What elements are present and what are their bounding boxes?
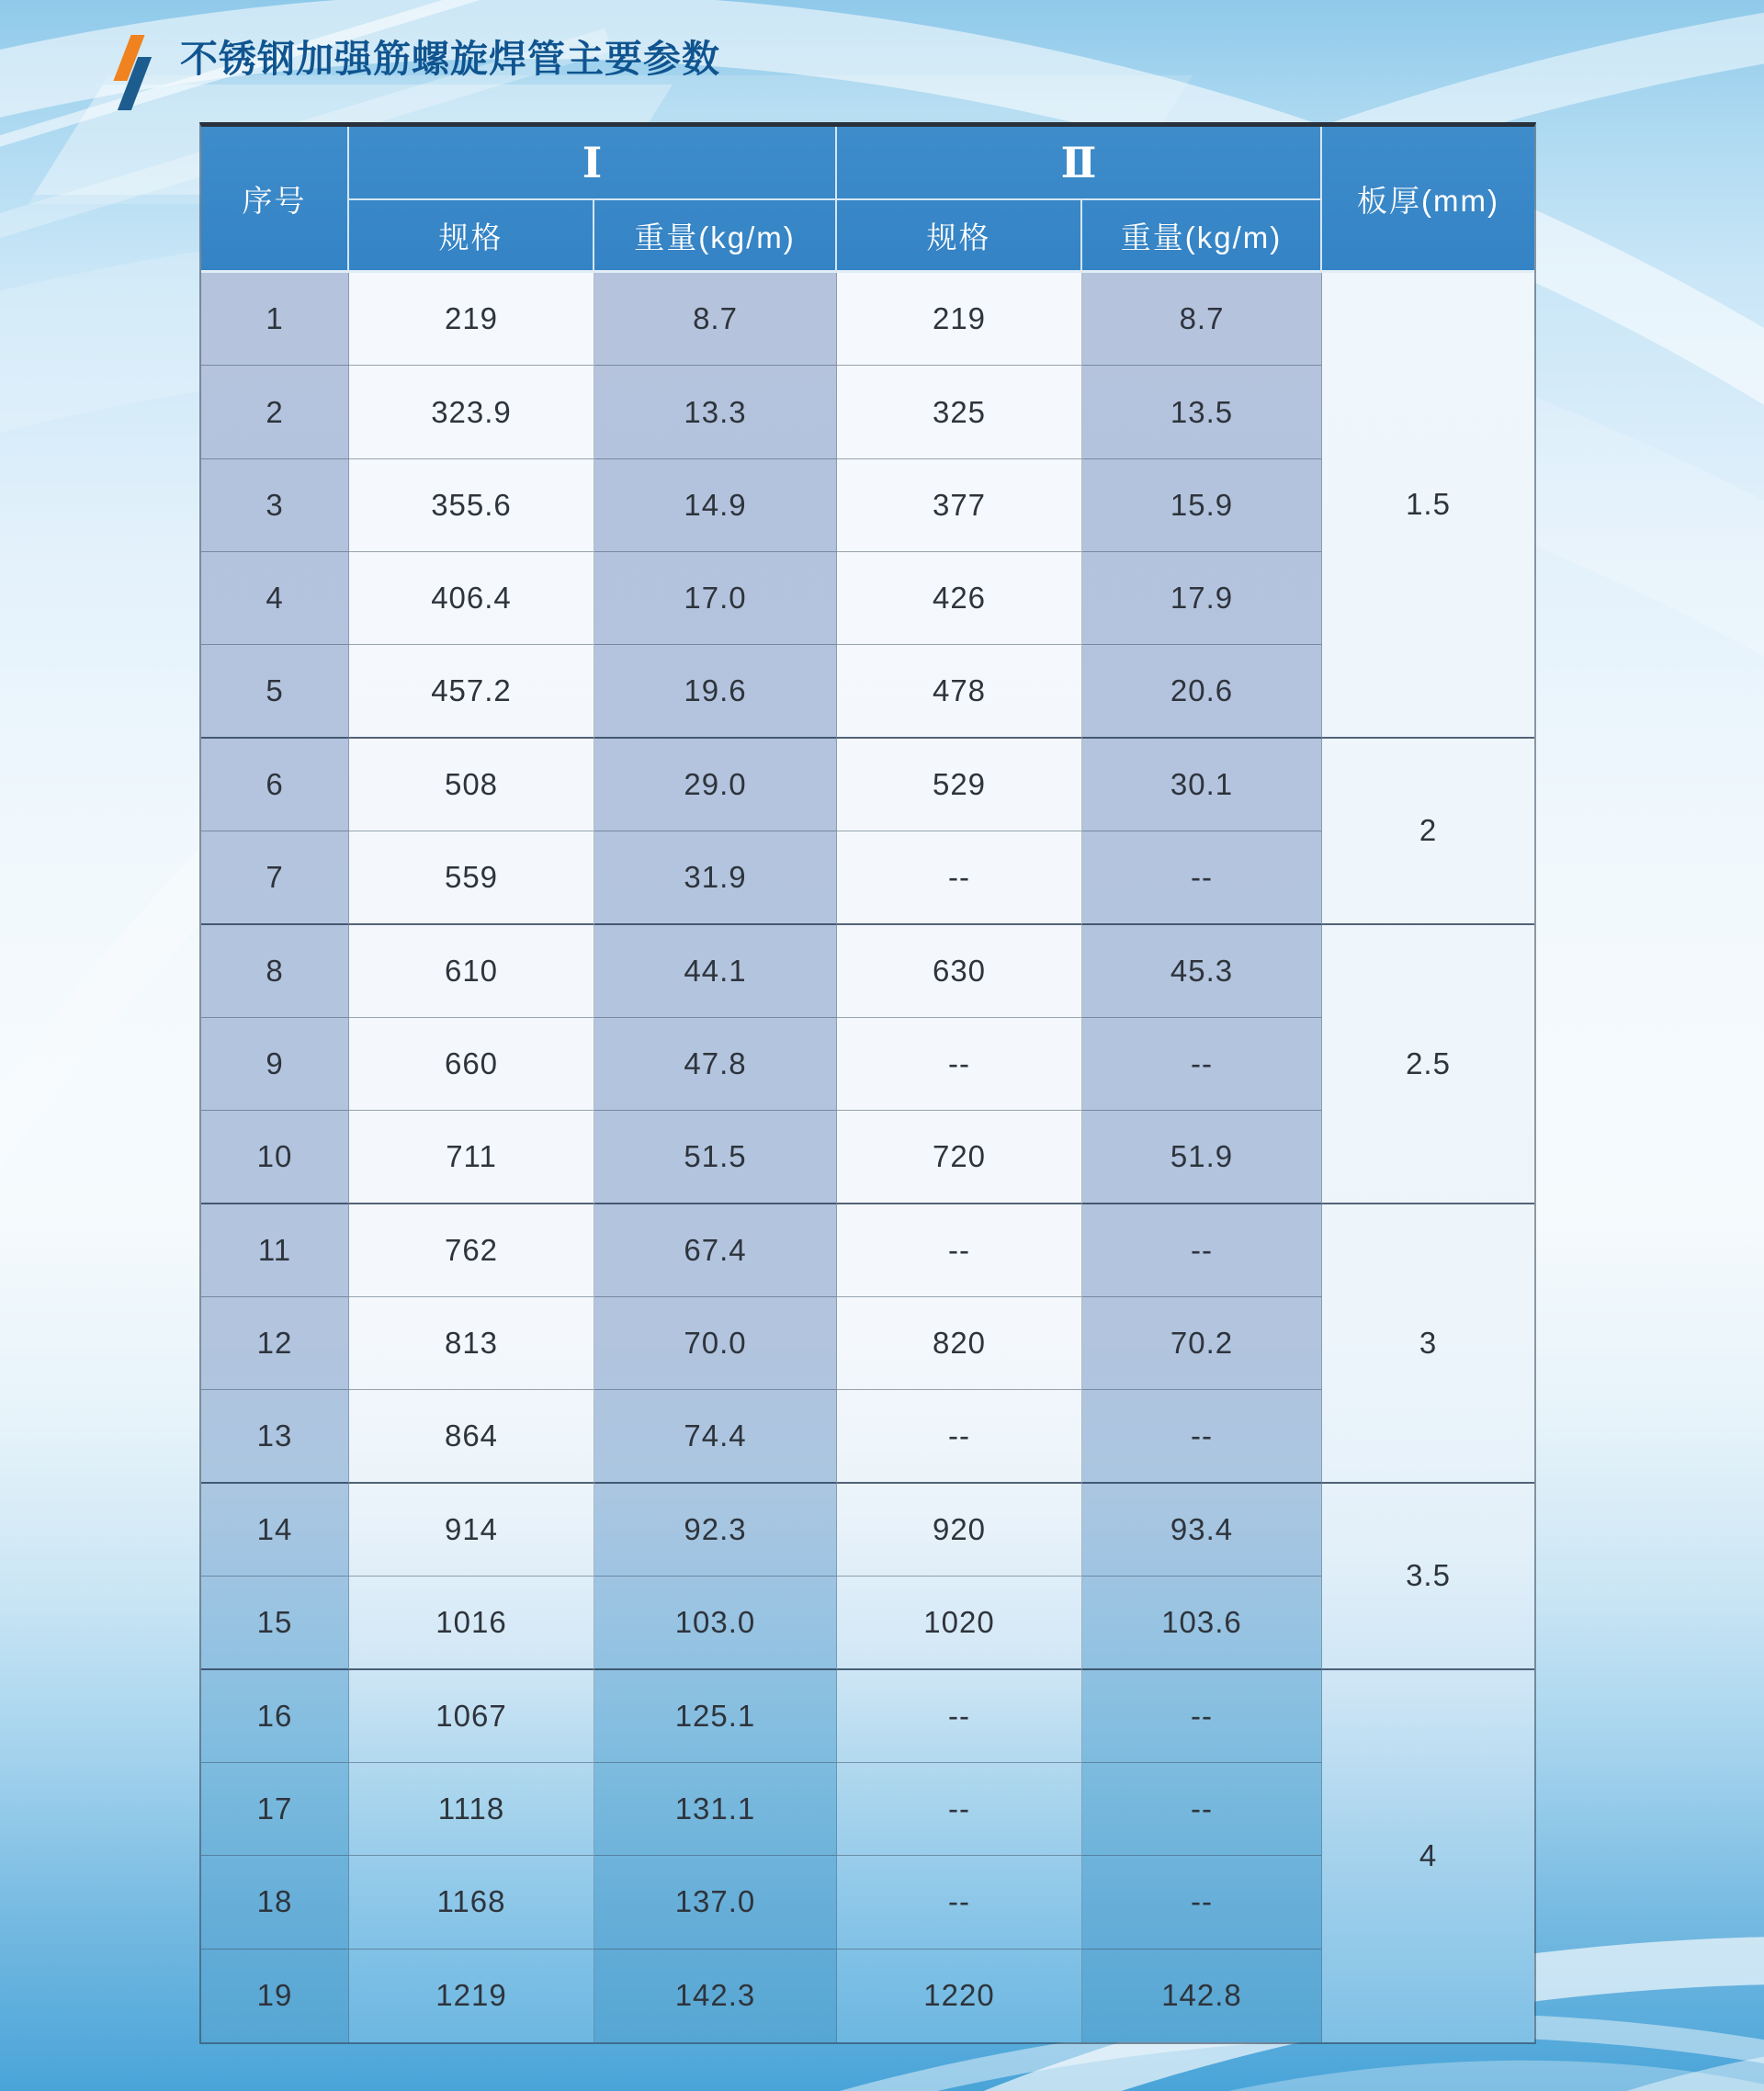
cell-spec2: 720 (837, 1111, 1082, 1204)
header-weight1: 重量(kg/m) (594, 200, 837, 273)
cell-serial: 15 (201, 1577, 349, 1669)
cell-weight2: 45.3 (1082, 925, 1322, 1018)
cell-weight1: 125.1 (594, 1670, 837, 1763)
cell-weight1: 29.0 (594, 739, 837, 831)
cell-spec2: -- (837, 1390, 1082, 1483)
cell-spec2: -- (837, 1204, 1082, 1297)
cell-serial: 2 (201, 366, 349, 458)
cell-spec2: 1020 (837, 1577, 1082, 1669)
cell-spec2: -- (837, 1670, 1082, 1763)
cell-serial: 6 (201, 739, 349, 831)
cell-spec1: 1067 (349, 1670, 594, 1763)
cell-weight2: 15.9 (1082, 459, 1322, 552)
page-title: 不锈钢加强筋螺旋焊管主要参数 (180, 38, 720, 80)
cell-serial: 8 (201, 925, 349, 1018)
cell-spec1: 355.6 (349, 459, 594, 552)
cell-spec1: 711 (349, 1111, 594, 1204)
cell-weight1: 142.3 (594, 1950, 837, 2042)
header-group1: Ⅰ (349, 127, 837, 200)
cell-spec2: 478 (837, 645, 1082, 738)
cell-weight2: -- (1082, 1018, 1322, 1111)
cell-weight1: 137.0 (594, 1856, 837, 1949)
cell-spec1: 457.2 (349, 645, 594, 738)
cell-spec1: 1118 (349, 1763, 594, 1856)
cell-spec1: 914 (349, 1484, 594, 1577)
header-spec2: 规格 (837, 200, 1082, 273)
cell-spec2: 426 (837, 552, 1082, 645)
thickness-cell-3: 3 (1322, 1204, 1534, 1484)
cell-weight1: 17.0 (594, 552, 837, 645)
cell-serial: 19 (201, 1950, 349, 2042)
cell-spec2: -- (837, 1856, 1082, 1949)
cell-weight2: -- (1082, 1856, 1322, 1949)
cell-weight2: 8.7 (1082, 273, 1322, 366)
thickness-cell-3-5: 3.5 (1322, 1484, 1534, 1670)
cell-weight2: 103.6 (1082, 1577, 1322, 1669)
cell-weight1: 44.1 (594, 925, 837, 1018)
header-thickness: 板厚(mm) (1322, 127, 1534, 273)
parameters-table (199, 122, 1536, 2044)
cell-spec2: -- (837, 1018, 1082, 1111)
cell-spec1: 406.4 (349, 552, 594, 645)
thickness-cell-2-5: 2.5 (1322, 925, 1534, 1204)
cell-spec2: 920 (837, 1484, 1082, 1577)
cell-serial: 1 (201, 273, 349, 366)
cell-weight2: 20.6 (1082, 645, 1322, 738)
cell-serial: 18 (201, 1856, 349, 1949)
cell-spec1: 1016 (349, 1577, 594, 1669)
cell-spec1: 1219 (349, 1950, 594, 2042)
cell-spec1: 660 (349, 1018, 594, 1111)
cell-weight1: 19.6 (594, 645, 837, 738)
cell-weight2: 30.1 (1082, 739, 1322, 831)
cell-weight2: -- (1082, 1204, 1322, 1297)
cell-weight1: 67.4 (594, 1204, 837, 1297)
header-serial: 序号 (201, 127, 349, 273)
cell-weight1: 47.8 (594, 1018, 837, 1111)
cell-serial: 14 (201, 1484, 349, 1577)
cell-weight2: 51.9 (1082, 1111, 1322, 1204)
cell-spec1: 559 (349, 831, 594, 924)
cell-spec2: 1220 (837, 1950, 1082, 2042)
cell-weight2: -- (1082, 1763, 1322, 1856)
cell-weight1: 131.1 (594, 1763, 837, 1856)
cell-weight2: 13.5 (1082, 366, 1322, 458)
cell-serial: 3 (201, 459, 349, 552)
cell-spec1: 1168 (349, 1856, 594, 1949)
cell-weight2: -- (1082, 1390, 1322, 1483)
cell-spec1: 762 (349, 1204, 594, 1297)
cell-serial: 13 (201, 1390, 349, 1483)
cell-serial: 17 (201, 1763, 349, 1856)
cell-weight2: 142.8 (1082, 1950, 1322, 2042)
cell-weight2: 93.4 (1082, 1484, 1322, 1577)
cell-serial: 11 (201, 1204, 349, 1297)
cell-spec1: 864 (349, 1390, 594, 1483)
cell-serial: 9 (201, 1018, 349, 1111)
cell-spec1: 323.9 (349, 366, 594, 458)
cell-serial: 4 (201, 552, 349, 645)
cell-spec1: 610 (349, 925, 594, 1018)
cell-weight1: 74.4 (594, 1390, 837, 1483)
cell-spec1: 508 (349, 739, 594, 831)
cell-weight1: 92.3 (594, 1484, 837, 1577)
cell-spec2: 820 (837, 1297, 1082, 1390)
cell-spec2: 219 (837, 273, 1082, 366)
thickness-cell-4: 4 (1419, 1838, 1438, 1873)
thickness-cell-2: 2 (1322, 739, 1534, 925)
thickness-cell-1-5: 1.5 (1322, 273, 1534, 739)
cell-weight1: 70.0 (594, 1297, 837, 1390)
cell-weight1: 8.7 (594, 273, 837, 366)
cell-spec1: 219 (349, 273, 594, 366)
header-group2: Ⅱ (837, 127, 1322, 200)
header-weight2: 重量(kg/m) (1082, 200, 1322, 273)
cell-weight2: -- (1082, 831, 1322, 924)
cell-weight1: 14.9 (594, 459, 837, 552)
cell-weight1: 31.9 (594, 831, 837, 924)
cell-weight1: 51.5 (594, 1111, 837, 1204)
cell-spec2: -- (837, 831, 1082, 924)
cell-weight1: 103.0 (594, 1577, 837, 1669)
cell-spec2: 529 (837, 739, 1082, 831)
cell-serial: 5 (201, 645, 349, 738)
cell-spec2: -- (837, 1763, 1082, 1856)
cell-spec2: 630 (837, 925, 1082, 1018)
cell-spec2: 325 (837, 366, 1082, 458)
cell-serial: 10 (201, 1111, 349, 1204)
cell-serial: 16 (201, 1670, 349, 1763)
cell-spec2: 377 (837, 459, 1082, 552)
cell-serial: 12 (201, 1297, 349, 1390)
cell-weight2: -- (1082, 1670, 1322, 1763)
cell-weight1: 13.3 (594, 366, 837, 458)
cell-weight2: 17.9 (1082, 552, 1322, 645)
cell-weight2: 70.2 (1082, 1297, 1322, 1390)
cell-spec1: 813 (349, 1297, 594, 1390)
cell-serial: 7 (201, 831, 349, 924)
header-spec1: 规格 (349, 200, 594, 273)
